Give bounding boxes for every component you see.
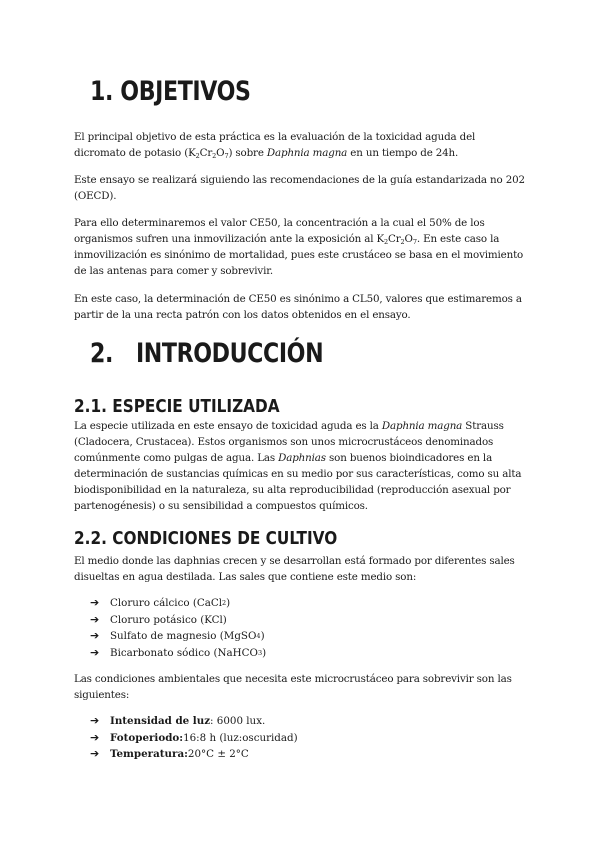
- list-item: ➔ Sulfato de magnesio (MgSO 4 ): [90, 628, 266, 645]
- list-item: ➔ Cloruro cálcico (CaCl 2 ): [90, 595, 266, 612]
- objectives-paragraph-3: Para ello determinaremos el valor CE50, la concentración a la cual el 50% de los organismos sufren una inmovilización ante la exposición al $K_2Cr_2O_7$. En este caso la inmovilización es sinónimo de mortalidad, pues este crustáceo se basa en el movimiento de las antenas para comer y sobrevivir.: [74, 217, 524, 277]
- list-item: ➔ Fotoperiodo: 16:8 h (luz:oscuridad): [90, 730, 298, 747]
- section-1-title: 1. OBJETIVOS: [90, 76, 251, 107]
- objectives-paragraph-1: El principal objetivo de esta práctica es la evaluación de la toxicidad aguda del dicromato de potasio $(K_2Cr_2O_7)$ sobre Daphnia magna en un tiempo de 24h.: [74, 131, 476, 160]
- arrow-icon: ➔: [90, 645, 100, 659]
- subsection-2-1-title: 2.1. ESPECIE UTILIZADA: [74, 396, 280, 417]
- subsection-2-2-title: 2.2. CONDICIONES DE CULTIVO: [74, 528, 338, 549]
- section-2-title: 2. INTRODUCCIÓN: [90, 338, 324, 369]
- objectives-paragraph-2: Este ensayo se realizará siguiendo las recomendaciones de la guía estandarizada no 202 (OECD).: [74, 174, 525, 202]
- salts-list: [90, 595, 266, 661]
- arrow-icon: ➔: [90, 714, 100, 727]
- arrow-icon: ➔: [90, 629, 100, 642]
- arrow-icon: ➔: [90, 730, 100, 744]
- arrow-icon: ➔: [90, 612, 100, 626]
- species-paragraph: La especie utilizada en este ensayo de toxicidad aguda es la Daphnia magna Strauss (Cladocera, Crustacea). Estos organismos son unos microcrustáceos denominados comúnmente como pulgas de agua. Las Daphnias son buenos bioindicadores en la determinación de sustancias químicas en su medio por sus características, como su alta biodisponibilidad en la naturaleza, su alta reproducibilidad (reproducción asexual por partenogénesis) o su sensibilidad a compuestos químicos.: [74, 420, 522, 512]
- arrow-icon: ➔: [90, 596, 100, 609]
- list-item: ➔ Bicarbonato sódico (NaHCO 3 ): [90, 645, 266, 662]
- culture-paragraph-2: Las condiciones ambientales que necesita este microcrustáceo para sobrevivir son las siguientes:: [74, 673, 512, 701]
- objectives-paragraph-4: En este caso, la determinación de CE50 es sinónimo a CL50, valores que estimaremos a partir de la una recta patrón con los datos obtenidos en el ensayo.: [74, 293, 522, 321]
- arrow-icon: ➔: [90, 747, 100, 760]
- list-item: ➔ Intensidad de luz : 6000 lux.: [90, 713, 298, 730]
- list-item: ➔ Temperatura: 20°C ± 2°C: [90, 746, 298, 763]
- list-item: ➔ Cloruro potásico (KCl): [90, 612, 266, 629]
- culture-paragraph-1: El medio donde las daphnias crecen y se desarrollan está formado por diferentes sales disueltas en agua destilada. Las sales que contiene este medio son:: [74, 555, 515, 583]
- conditions-list: [90, 713, 298, 763]
